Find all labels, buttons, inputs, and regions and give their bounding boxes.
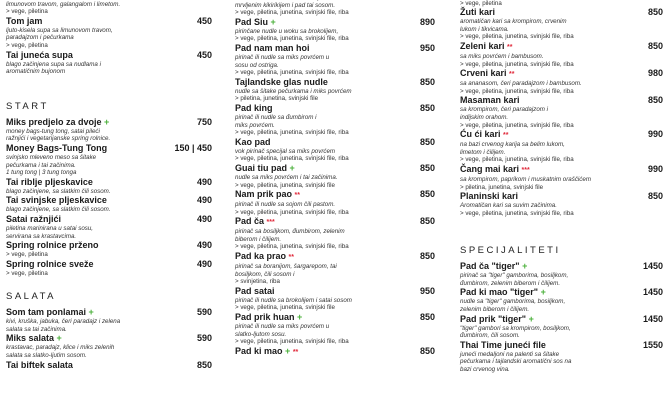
dish-options: > piletina, junetina, svinjski file — [460, 183, 544, 191]
menu-item — [460, 95, 663, 106]
dish-description: aromatičnim bujonom — [6, 68, 66, 76]
dish-price: 850 — [419, 345, 435, 356]
dish-options: > vege, piletina, junetina, svinjski file, riba — [460, 33, 574, 41]
dish-name-group — [235, 189, 300, 201]
menu-item — [6, 177, 212, 188]
dish-price: 590 — [196, 333, 212, 344]
dish-price: 990 — [647, 163, 663, 174]
spicy-marker: *** — [266, 219, 275, 227]
dish-options: > vege, piletina, junetina, svinjski file, riba — [460, 121, 574, 129]
dish-name-group — [235, 251, 294, 263]
dish-description: juneći medaljoni na palenti sa šitake — [460, 350, 560, 358]
spicy-marker: ** — [288, 254, 294, 262]
vegetarian-marker: + — [289, 162, 295, 173]
dish-price: 450 — [196, 15, 212, 26]
dish-price: 850 — [196, 359, 212, 370]
dish-name-group — [6, 259, 94, 270]
menu-item — [235, 103, 435, 114]
menu-item — [235, 43, 435, 54]
menu-item — [460, 287, 663, 298]
dish-options: > vege, piletina, junetina, svinjski file, riba — [460, 60, 574, 68]
dish-options: > vege, piletina, junetina, svinjski file, riba — [235, 243, 349, 251]
dish-name-group — [6, 307, 94, 318]
dish-options: > vege, piletina, junetina, svinjski file, riba — [235, 129, 349, 137]
dish-name: Tai biftek salata — [6, 359, 73, 370]
menu-item — [460, 164, 663, 176]
menu-item — [460, 191, 663, 202]
dish-name: Crveni kari — [460, 68, 507, 79]
vegetarian-marker: + — [528, 313, 534, 324]
dish-name-group — [6, 214, 61, 225]
dish-description: mrvljenim kikirikijem i pad tai sosom. — [235, 1, 336, 9]
spicy-marker: ** — [292, 348, 299, 356]
dish-options: > vege, piletina, junetina, svinjski file, riba — [235, 9, 349, 17]
dish-description: 1 tung tong | 3 tung tonga — [6, 169, 77, 177]
dish-description: miks povrćem. — [235, 121, 275, 129]
dish-description: Aromatičan kari sa suvim začinima. — [460, 202, 557, 210]
dish-name-group — [460, 164, 530, 176]
dish-name: Ću ći kari — [460, 129, 501, 140]
dish-price: 750 — [196, 116, 212, 127]
dish-options: > vege, piletina, junetina, svinjski file, riba — [235, 208, 349, 216]
dish-name: Kao pad — [235, 136, 271, 147]
dish-price: 850 — [647, 7, 663, 18]
dish-description: blago začinjene, sa slatkim čili sosom. — [6, 206, 111, 214]
dish-name-group — [460, 340, 546, 351]
dish-price: 850 — [419, 102, 435, 113]
dish-name-group — [235, 137, 271, 148]
dish-price: 450 — [196, 49, 212, 60]
section-heading: SALATA — [6, 291, 57, 303]
dish-name: Tajlandske glas nudle — [235, 76, 328, 87]
dish-price: 850 — [647, 95, 663, 106]
spicy-marker: ** — [294, 192, 300, 200]
dish-name: Žuti kari — [460, 7, 496, 18]
dish-name-group — [235, 216, 275, 228]
dish-options: > vege, piletina — [6, 8, 48, 16]
dish-name-group — [460, 287, 546, 298]
dish-description: indijskim orahom. — [460, 113, 509, 121]
dish-options: > vege, piletina — [6, 251, 48, 259]
dish-name: Pad nam man hoi — [235, 42, 310, 53]
dish-name: Pad ča "tiger" — [460, 261, 520, 272]
dish-description: paradajzom i pečurkama — [6, 34, 74, 42]
dish-name-group — [6, 195, 107, 206]
dish-description: aromatičan kari sa krompirom, crvenim — [460, 18, 567, 26]
dish-name-group — [235, 103, 273, 114]
dish-name: Miks salata — [6, 333, 55, 344]
dish-description: pirinač sa boranijom, šargarepom, tai — [235, 263, 337, 271]
dish-name: Masaman kari — [460, 95, 520, 106]
dish-name: Miks predjelo za dvoje — [6, 116, 102, 127]
dish-name-group — [460, 68, 515, 80]
dish-options: > vege, piletina, junetina, svinjski file, riba — [460, 209, 574, 217]
dish-description: kivi, kruška, jabuka, čeri paradajz i zelena — [6, 318, 121, 326]
menu-item — [460, 68, 663, 80]
dish-price: 490 — [196, 195, 212, 206]
dish-name: Pad prik huan — [235, 312, 295, 323]
dish-options: > vege, piletina, junetina, svinjski file — [235, 181, 335, 189]
dish-name: Tai svinjske pljeskavice — [6, 195, 107, 206]
dish-name: Pad ča — [235, 216, 265, 227]
dish-price: 850 — [419, 251, 435, 262]
dish-price: 490 — [196, 258, 212, 269]
dish-name: Satai ražnjići — [6, 213, 62, 224]
dish-description: slatko-ljutom sosu. — [235, 330, 287, 338]
dish-description: pirinač ili nudle sa đumbirom i — [235, 113, 317, 121]
dish-options: > vege, piletina — [6, 41, 48, 49]
dish-name: Planinski kari — [460, 191, 519, 202]
menu-item — [235, 251, 435, 263]
menu-item — [235, 216, 435, 228]
dish-description: salata sa tai začinima. — [6, 325, 67, 333]
dish-options: > piletina, junetina, svinjski file — [235, 95, 319, 103]
spicy-marker: ** — [503, 132, 509, 140]
menu-item — [235, 137, 435, 148]
dish-description: "tiger" gambori sa krompirom, bosiljkom, — [460, 324, 571, 332]
dish-name-group — [235, 312, 302, 323]
menu-item — [6, 333, 212, 344]
menu-item — [235, 163, 435, 174]
dish-description: pirinač sa bosiljkom, đumbirom, zelenim — [235, 228, 345, 236]
menu-item — [6, 307, 212, 318]
spicy-marker: *** — [521, 166, 530, 174]
dish-price: 950 — [419, 42, 435, 53]
dish-name: Pad satai — [235, 285, 275, 296]
dish-description: lukom i tikvicama. — [460, 25, 509, 33]
dish-name: Pad ka prao — [235, 251, 287, 262]
dish-description: pirinač ili nudle sa miks povrćem u — [235, 323, 330, 331]
dish-description: nudle sa šitake pečurkama i miks povrćem — [235, 87, 352, 95]
vegetarian-marker: + — [56, 333, 62, 344]
dish-name-group — [6, 240, 99, 251]
menu-item — [235, 346, 435, 358]
dish-name-group — [6, 143, 107, 154]
dish-name-group — [460, 41, 513, 53]
menu-item — [235, 286, 435, 297]
vegetarian-marker: + — [270, 16, 276, 27]
dish-name: Pad prik "tiger" — [460, 313, 527, 324]
menu-column-middle — [235, 0, 435, 420]
dish-name-group — [460, 191, 518, 202]
dish-price: 850 — [647, 40, 663, 51]
menu-column-right — [460, 0, 663, 420]
menu-item — [460, 314, 663, 325]
dish-name: Pad ki mao — [235, 345, 283, 356]
menu-item — [460, 41, 663, 53]
dish-description: blago začinjene, sa slatkim čili sosom. — [6, 187, 111, 195]
menu-item — [235, 17, 435, 28]
dish-name: Spring rolnice prženo — [6, 240, 99, 251]
dish-name: Čang mai kari — [460, 163, 520, 174]
dish-name: Nam prik pao — [235, 189, 293, 200]
dish-name-group — [460, 95, 520, 106]
dish-name: Thai Time juneći file — [460, 339, 546, 350]
dish-description: sa miks povrćem i bambusom. — [460, 52, 544, 60]
menu-item — [460, 340, 663, 351]
dish-description: bosiljkom, čili sosom i — [235, 270, 295, 278]
dish-description: ražnjići i vegetarijanske spring rolnice. — [6, 135, 111, 143]
dish-price: 1450 — [642, 313, 663, 324]
menu-item — [235, 312, 435, 323]
dish-description: servirana sa krastavcima. — [6, 232, 77, 240]
dish-price: 850 — [419, 136, 435, 147]
dish-name-group — [6, 16, 42, 27]
dish-description: đumbirom, čili sosom. — [460, 332, 520, 340]
dish-options: > svinjetina, riba — [235, 278, 280, 286]
dish-name-group — [235, 17, 276, 28]
dish-name: Pad king — [235, 102, 273, 113]
menu-item — [6, 16, 212, 27]
dish-description: biberom i čilijem. — [235, 235, 282, 243]
dish-price: 850 — [419, 189, 435, 200]
dish-description: limetom i čilijem. — [460, 148, 506, 156]
menu-item — [235, 189, 435, 201]
dish-name-group — [235, 163, 295, 174]
dish-description: sa krompirom, čeri paradajzom i — [460, 106, 549, 114]
vegetarian-marker: + — [88, 307, 94, 318]
dish-options: > vege, piletina, junetina, svinjski file, riba — [235, 338, 349, 346]
dish-price: 990 — [647, 129, 663, 140]
menu-item — [460, 129, 663, 141]
dish-price: 950 — [419, 285, 435, 296]
dish-options: > vege, piletina, junetina, svinjski file, riba — [235, 35, 349, 43]
dish-name-group — [235, 286, 275, 297]
dish-description: limunovom travom, galangalom i limetom. — [6, 0, 121, 8]
menu-item — [6, 195, 212, 206]
dish-name-group — [460, 129, 509, 141]
dish-price: 980 — [647, 68, 663, 79]
dish-name-group — [460, 314, 534, 325]
dish-price: 1450 — [642, 287, 663, 298]
dish-description: pirinač ili nudle sa miks povrćem u — [235, 53, 330, 61]
dish-price: 850 — [647, 191, 663, 202]
dish-price: 890 — [419, 16, 435, 27]
dish-price: 150 | 450 — [174, 142, 212, 153]
menu-item — [460, 261, 663, 272]
dish-name-group — [460, 261, 527, 272]
dish-description: nudle sa "tiger" gamborima, bosiljkom, — [460, 298, 566, 306]
dish-options: > vege, piletina, junetina, svinjski file, riba — [460, 156, 574, 164]
dish-price: 850 — [419, 76, 435, 87]
dish-description: sa krompirom, paprikom i muskatnim oraščićem — [460, 175, 592, 183]
dish-description: pečurkama i tai začinima. — [6, 161, 76, 169]
dish-options: > vege, piletina, junetina, svinjski file — [235, 304, 335, 312]
spicy-marker: ** — [507, 43, 513, 51]
dish-description: sa ananasom, čeri paradajzom i bambusom. — [460, 80, 582, 88]
vegetarian-marker: + — [522, 261, 528, 272]
menu-item — [6, 360, 212, 371]
dish-price: 490 — [196, 176, 212, 187]
dish-description: money bags-tung tong, satai pileći — [6, 127, 100, 135]
dish-name-group — [235, 346, 298, 358]
dish-price: 490 — [196, 213, 212, 224]
dish-name: Spring rolnice sveže — [6, 258, 94, 269]
dish-description: piletina marinirana u satai sosu, — [6, 224, 94, 232]
dish-name: Zeleni kari — [460, 40, 505, 51]
dish-description: nudle sa miks povrćem i tai začinima. — [235, 173, 338, 181]
dish-name: Guai tiu pad — [235, 162, 288, 173]
dish-price: 850 — [419, 162, 435, 173]
dish-description: vok pirinač specijal sa miks povrćem — [235, 147, 336, 155]
menu-item — [460, 7, 663, 18]
menu-item — [235, 77, 435, 88]
dish-name: Tom jam — [6, 15, 43, 26]
dish-description: pirinčane nudle u woku sa brokolijem, — [235, 27, 339, 35]
dish-description: pirinač ili nudle sa brokolijem i satai sosom — [235, 296, 352, 304]
dish-options: > vege, piletina — [6, 269, 48, 277]
dish-name: Som tam ponlamai — [6, 307, 87, 318]
vegetarian-marker: + — [285, 345, 291, 356]
dish-description: sosu od ostriga. — [235, 61, 279, 69]
dish-name: Tai riblje pljeskavice — [6, 176, 93, 187]
vegetarian-marker: + — [540, 287, 546, 298]
dish-name-group — [460, 7, 495, 18]
vegetarian-marker: + — [297, 312, 303, 323]
dish-description: bazi crvenog vina. — [460, 366, 510, 374]
dish-options: > vege, piletina, junetina, svinjski file, riba — [460, 87, 574, 95]
dish-description: svinjsko mleveno meso sa šitake — [6, 153, 97, 161]
spicy-marker: ** — [509, 71, 515, 79]
dish-name-group — [235, 43, 310, 54]
dish-price: 1550 — [642, 339, 663, 350]
menu-item — [6, 117, 212, 128]
dish-description: pečurkama i tajlandski aromatični sos na — [460, 358, 572, 366]
dish-price: 1450 — [642, 261, 663, 272]
dish-price: 590 — [196, 307, 212, 318]
dish-price: 850 — [419, 216, 435, 227]
menu-column-left — [6, 0, 212, 420]
dish-options: > vege, piletina, junetina, svinjski file, riba — [235, 69, 349, 77]
menu-item — [6, 240, 212, 251]
dish-description: pirinač ili nudle sa sojom čili pastom. — [235, 201, 336, 209]
dish-name-group — [235, 77, 328, 88]
menu-item — [6, 143, 212, 154]
dish-description: zelenim biberom i čilijem. — [460, 306, 530, 314]
dish-name: Money Bags-Tung Tong — [6, 142, 108, 153]
dish-description: na bazi crvenog karija sa belim lukom, — [460, 141, 565, 149]
dish-name-group — [6, 333, 62, 344]
dish-name-group — [6, 177, 93, 188]
dish-name: Tai juneća supa — [6, 49, 73, 60]
dish-options: > vege, piletina, junetina, svinjski file, riba — [235, 155, 349, 163]
dish-description: krastavac, paradajz, klice i miks zelenih — [6, 344, 115, 352]
dish-description: pirinač sa "tiger" gamborima, bosiljkom, — [460, 272, 569, 280]
dish-name-group — [6, 50, 73, 61]
dish-name: Pad Siu — [235, 16, 269, 27]
dish-description: ljuto-kisela supa sa limunovom travom, — [6, 26, 113, 34]
dish-name-group — [6, 117, 109, 128]
menu-item — [6, 259, 212, 270]
dish-description: blago začinjena supa sa nudlama i — [6, 60, 101, 68]
menu-item — [6, 50, 212, 61]
dish-price: 490 — [196, 240, 212, 251]
dish-options: > vege, piletina — [460, 0, 502, 7]
dish-name-group — [6, 360, 73, 371]
dish-description: đumbirom, zelenim biberom i čilijem. — [460, 279, 561, 287]
dish-description: salata sa slatko-ljutim sosom. — [6, 352, 87, 360]
section-heading: START — [6, 100, 49, 112]
vegetarian-marker: + — [104, 116, 110, 127]
dish-name: Pad ki mao "tiger" — [460, 287, 539, 298]
section-heading: SPECIJALITETI — [460, 245, 561, 257]
dish-price: 850 — [419, 312, 435, 323]
menu-item — [6, 214, 212, 225]
